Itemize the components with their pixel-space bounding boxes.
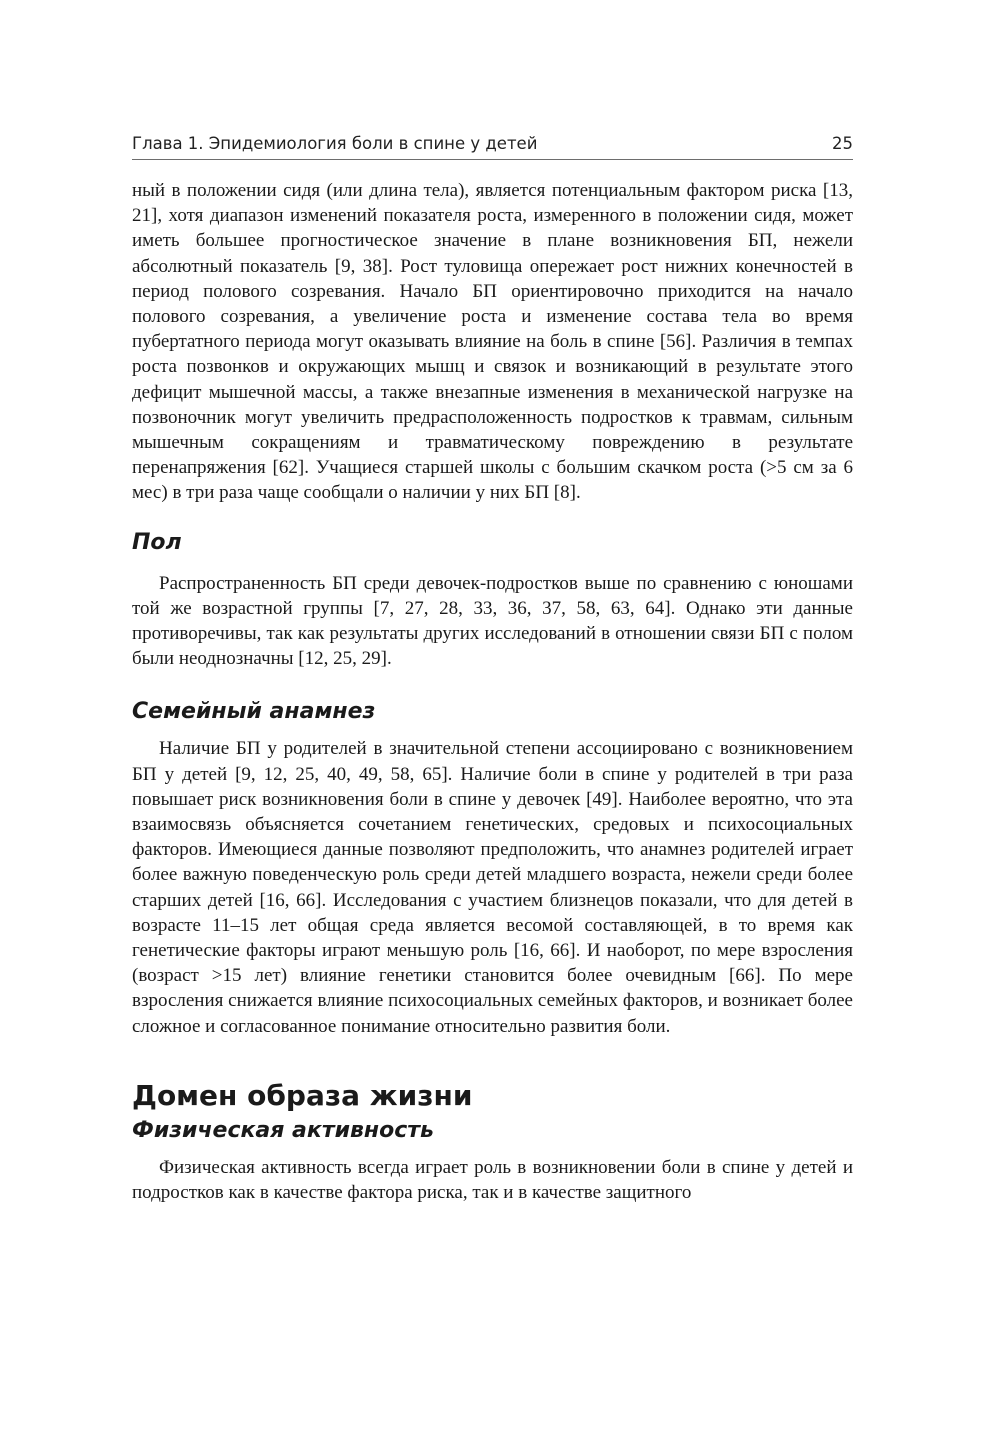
paragraph-sex: Распространенность БП среди девочек-подростков выше по сравнению с юношами той же возрастной группы [7, 27, 28, 33, 36, 37, 58, 63, 64]. Однако эти данные противоречивы, так как результаты других исследований в отношении связи БП с полом были неоднозначны [12, 25, 29]. [132, 572, 853, 670]
paragraph-physical-activity: Физическая активность всегда играет роль в возникновении боли в спине у детей и подростков как в качестве фактора риска, так и в качестве защитного [132, 1156, 853, 1204]
paragraph-family-history: Наличие БП у родителей в значительной степени ассоциировано с возникновением БП у детей [9, 12, 25, 40, 49, 58, 65]. Наличие боли в спине у родителей в три раза повышает риск возникновения боли в спине у девочек [49]. Наиболее вероятно, что эта взаимосвязь объясняется сочетанием генетических, средовых и психосоциальных факторов. Имеющиеся данные позволяют предположить, что анамнез родителей играет более важную поведенческую роль среди детей младшего возраста, нежели среди более старших детей [16, 66]. Исследования с участием близнецов показали, что для детей в возрасте 11–15 лет общая среда является весомой составляющей, в то время как генетические факторы играют меньшую роль [16, 66]. И наоборот, по мере взросления (возраст >15 лет) влияние генетики становится более очевидным [66]. По мере взросления снижается влияние психосоциальных семейных факторов, и возникает более сложное и согласованное понимание относительно развития боли. [132, 738, 853, 1037]
book-page [132, 134, 853, 1205]
running-header [132, 134, 853, 160]
chapter-title: Глава 1. Эпидемиология боли в спине у детей [132, 134, 538, 153]
heading-sex: Пол [132, 529, 182, 555]
page-number: 25 [832, 134, 853, 153]
heading-family-history: Семейный анамнез [132, 699, 376, 725]
heading-physical-activity: Физическая активность [132, 1117, 434, 1143]
heading-lifestyle-domain: Домен образа жизни [132, 1078, 473, 1112]
paragraph-growth: ный в положении сидя (или длина тела), является потенциальным фактором риска [13, 21], хотя диапазон изменений показателя роста, измеренного в положении сидя, может иметь большее прогностическое значение в плане возникновения БП, нежели абсолютный показатель [9, 38]. Рост туловища опережает рост нижних конечностей в период полового созревания. Начало БП ориентировочно приходится на начало полового созревания, а увеличение роста и изменение состава тела во время пубертатного периода могут оказывать влияние на боль в спине [56]. Различия в темпах роста позвонков и окружающих мышц и связок и возникающий в результате этого дефицит мышечной массы, а также внезапные изменения в механической нагрузке на позвоночник могут увеличить предрасположенность подростков к травмам, сильным мышечным сокращениям и травматическому повреждению в результате перенапряжения [62]. Учащиеся старшей школы с большим скачком роста (>5 см за 6 мес) в три раза чаще сообщали о наличии у них БП [8]. [132, 180, 853, 504]
